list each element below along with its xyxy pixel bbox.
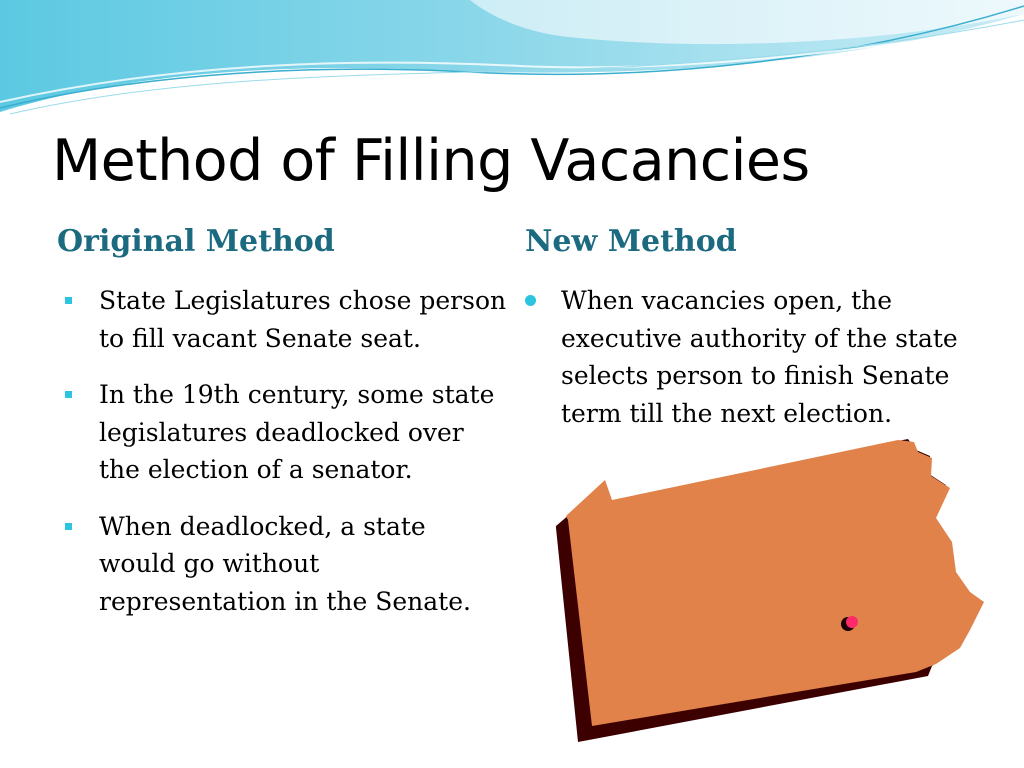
square-bullet-icon [65, 508, 89, 546]
capital-dot-icon [846, 616, 858, 628]
list-item [99, 376, 509, 489]
square-bullet-icon [65, 376, 89, 414]
new-method-heading: New Method [525, 224, 737, 259]
original-method-list [99, 282, 509, 639]
header-wave-decoration [0, 0, 1024, 130]
list-item [99, 508, 509, 621]
original-method-heading: Original Method [57, 224, 335, 259]
list-item [99, 282, 509, 357]
square-bullet-icon [65, 282, 89, 320]
list-item [561, 282, 961, 432]
new-method-list [561, 282, 961, 451]
bullet-text: State Legislatures chose person to fill vacant Senate seat. [99, 286, 507, 353]
bullet-text: In the 19th century, some state legislatures deadlocked over the election of a senator. [99, 380, 495, 484]
round-bullet-icon [527, 282, 551, 320]
slide-title: Method of Filling Vacancies [52, 128, 810, 194]
pennsylvania-map-icon [548, 434, 988, 744]
bullet-text: When deadlocked, a state would go without representation in the Senate. [99, 511, 471, 616]
bullet-text: When vacancies open, the executive authority of the state selects person to finish Senate term till the next election. [561, 286, 958, 428]
map-state-shape [566, 440, 984, 726]
